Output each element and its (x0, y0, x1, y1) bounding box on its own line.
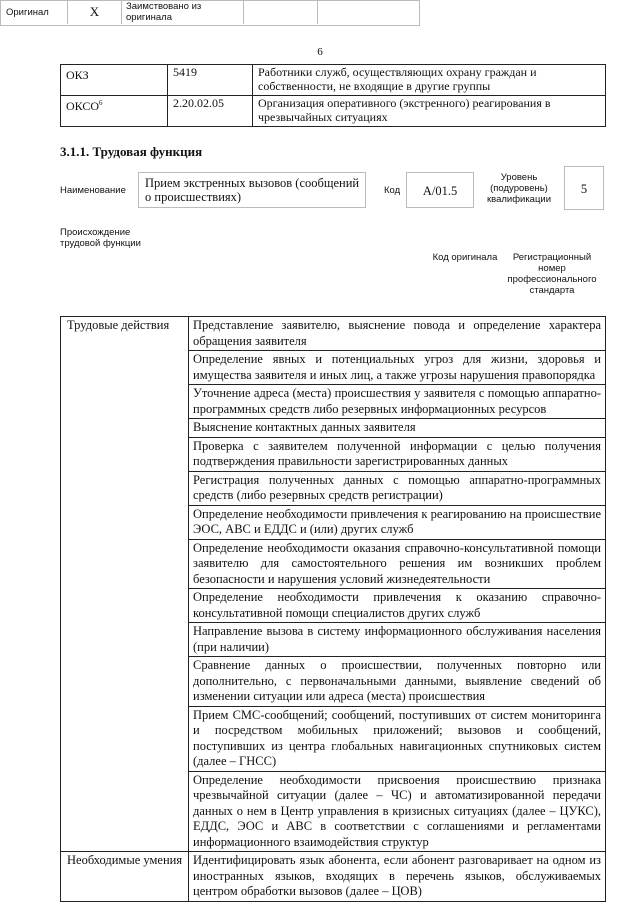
function-name-box: Прием экстренных вызовов (сообщений о происшествиях) (138, 172, 366, 208)
reg-number-label: Регистрационный номер профессионального стандарта (507, 252, 597, 296)
function-code-box: A/01.5 (406, 172, 474, 208)
table-row (61, 852, 606, 902)
classifier-value: 5419 (168, 65, 253, 96)
labor-action-item: Определение необходимости привлечения к оказанию справочно-консультативной помощи специалистов других служб (189, 589, 606, 623)
classifier-name: Работники служб, осуществляющих охрану граждан и собственности, не входящие в другие группы (253, 65, 606, 96)
classifier-table (60, 64, 606, 127)
labor-action-item: Представление заявителю, выяснение повода и определение характера обращения заявителя (189, 317, 606, 351)
section-title: 3.1.1. Трудовая функция (60, 144, 203, 159)
borrowed-cell (122, 0, 244, 24)
skills-label: Необходимые умения (61, 852, 189, 902)
code-label: Код (384, 185, 401, 196)
level-box: 5 (564, 166, 604, 210)
code-original-cell (244, 0, 318, 24)
code-original-label: Код оригинала (432, 252, 498, 263)
table-row (61, 317, 606, 351)
page-number: 6 (317, 46, 323, 58)
original-mark: X (68, 0, 122, 24)
table-row (61, 65, 606, 96)
classifier-code: ОКСО$^6$ (61, 96, 168, 127)
original-cell (0, 0, 68, 24)
labor-action-item: Направление вызова в систему информационного обслуживания населения (при наличии) (189, 623, 606, 657)
labor-action-item: Прием СМС-сообщений; сообщений, поступивших от систем мониторинга и посредством мобильных приложений; вызовов и сообщений, поступивших из центра глобальных навигационных спутниковых систем (далее – ГНСС) (189, 706, 606, 771)
labor-action-item: Сравнение данных о происшествии, полученных повторно или дополнительно, с первоначальными данными, выявление сведений об изменении ситуации или адреса (места) происшествия (189, 657, 606, 707)
labor-action-item: Определение явных и потенциальных угроз для жизни, здоровья и имущества заявителя и иных лиц, а также угрозы нарушения правопорядка (189, 351, 606, 385)
classifier-code: ОКЗ (61, 65, 168, 96)
classifier-name: Организация оперативного (экстренного) реагирования в чрезвычайных ситуациях (253, 96, 606, 127)
table-row (61, 96, 606, 127)
labor-actions-label: Трудовые действия (61, 317, 189, 852)
labor-function-table (60, 316, 606, 902)
reg-number-cell (318, 0, 418, 24)
labor-action-item: Выяснение контактных данных заявителя (189, 419, 606, 438)
labor-action-item: Уточнение адреса (места) происшествия у заявителя с помощью аппаратно-программных средств либо резервных информационных ресурсов (189, 385, 606, 419)
labor-action-item: Регистрация полученных данных с помощью аппаратно-программных средств (либо резервных средств регистрации) (189, 471, 606, 505)
level-label: Уровень (подуровень) квалификации (486, 172, 552, 205)
labor-action-item: Определение необходимости присвоения происшествию признака чрезвычайной ситуации (далее – ЧС) и автоматизированной передачи данных о нем в Центр управления в кризисных ситуациях (далее – ЦУКС), ЕДДС, ЭОС и АВС в соответствии с соглашениями и регламентами информационного взаимодействия структур (189, 771, 606, 852)
classifier-value: 2.20.02.05 (168, 96, 253, 127)
labor-action-item: Определение необходимости оказания справочно-консультативной помощи заявителю для самостоятельного решения им возникших проблем безопасности и нарушения условий жизнедеятельности (189, 539, 606, 589)
skill-item: Идентифицировать язык абонента, если абонент разговаривает на одном из иностранных языков, входящих в перечень языков, обслуживаемых центром обработки вызовов (далее – ЦОВ) (189, 852, 606, 902)
labor-action-item: Определение необходимости привлечения к реагированию на происшествие ЭОС, АВС и ЕДДС и (или) других служб (189, 505, 606, 539)
labor-action-item: Проверка с заявителем полученной информации с целью получения подтверждения правильности зарегистрированных данных (189, 437, 606, 471)
name-label: Наименование (60, 185, 126, 196)
borrowed-label: Заимствовано из оригинала (126, 1, 202, 23)
origin-box (0, 0, 420, 26)
origin-label: Происхождение трудовой функции (60, 227, 141, 249)
original-label: Оригинал (6, 7, 49, 18)
